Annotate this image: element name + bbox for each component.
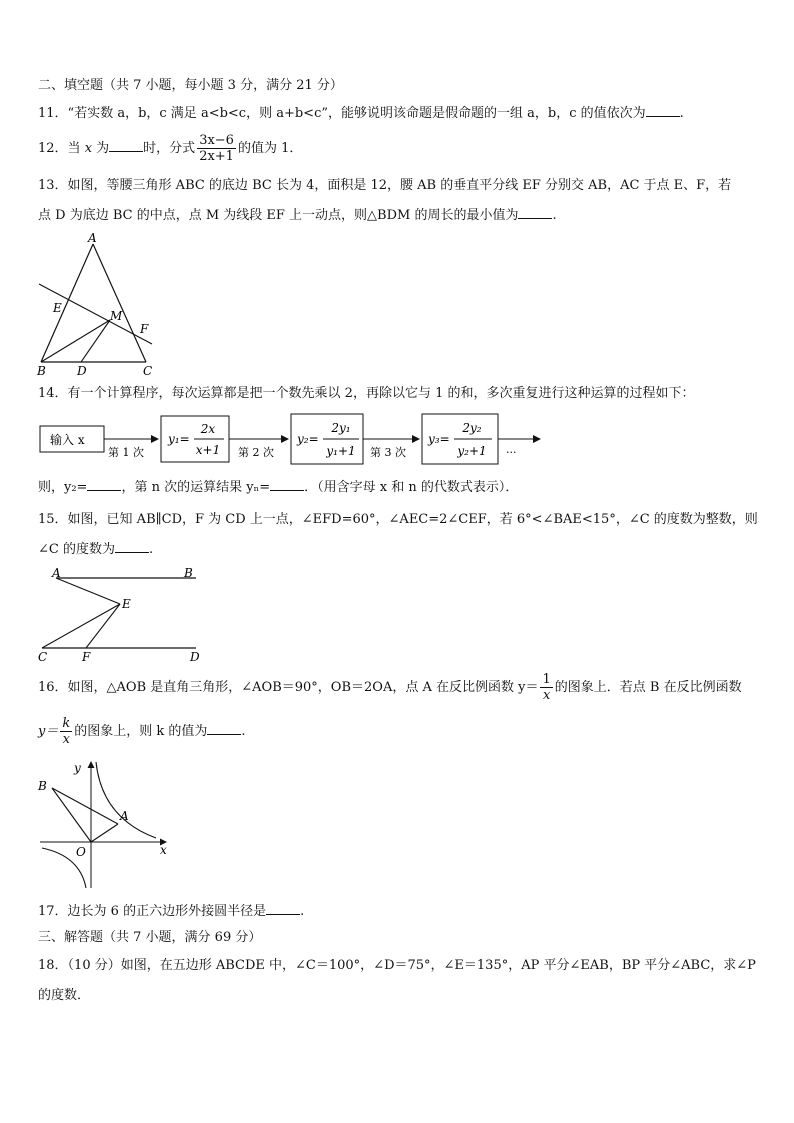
answer-blank [87, 478, 121, 491]
question-12: 12．当 x 为 时，分式 $\frac{3x-6}{2x+1}$ 的值为 1． [38, 133, 303, 164]
label-A: A [88, 232, 97, 245]
flow-diagram [38, 410, 544, 470]
flow-box1-num: 2x [200, 422, 216, 436]
flow-step1: 第 1 次 [108, 446, 144, 459]
label-D: D [77, 364, 87, 377]
label-F: F [82, 650, 91, 664]
label-C: C [38, 650, 48, 664]
flow-box2-den: y₁+1 [326, 444, 356, 458]
flow-box1-den: x+1 [195, 443, 221, 457]
fraction: $\frac{1}{x}$ [542, 672, 551, 703]
answer-blank [109, 139, 143, 152]
triangle-figure [36, 232, 176, 377]
question-16-line2: y＝ $\frac{k}{x}$ 的图象上，则 k 的值为 . [38, 716, 246, 747]
question-13-line1: 13．如图，等腰三角形 ABC 的底边 BC 长为 4，面积是 12，腰 AB 的垂直平分线 EF 分别交 AB，AC 于点 E、F，若 [38, 178, 732, 193]
question-11: 11．“若实数 a，b，c 满足 a<b<c，则 a+b<c”，能够说明该命题是假命题的一组 a，b，c 的值依次为 . [38, 106, 684, 121]
label-x: x [160, 843, 167, 857]
answer-blank [646, 104, 680, 117]
label-D: D [190, 650, 200, 664]
answer-blank [115, 540, 149, 553]
question-15-line2: ∠C 的度数为 . [38, 542, 154, 557]
answer-blank [266, 902, 300, 915]
question-14-line2: 则，y₂= ，第 n 次的运算结果 yₙ= ．（用含字母 x 和 n 的代数式表示）． [38, 480, 519, 495]
question-18-line1: 18．（10 分）如图，在五边形 ABCDE 中，∠C＝100°，∠D＝75°，∠E＝135°，AP 平分∠EAB，BP 平分∠ABC，求∠P [38, 958, 756, 973]
flow-step2: 第 2 次 [238, 446, 274, 459]
label-A: A [120, 809, 129, 823]
question-14-line1: 14．有一个计算程序，每次运算都是把一个数先乘以 2，再除以它与 1 的和，多次重复进行这种运算的过程如下： [38, 386, 695, 401]
flow-box2-num: 2y₁ [331, 421, 351, 435]
label-M: M [110, 309, 123, 323]
flow-box3-den: y₂+1 [457, 444, 487, 458]
flow-box3-num: 2y₂ [462, 421, 482, 435]
question-17: 17．边长为 6 的正六边形外接圆半径是 . [38, 904, 305, 919]
flow-box3-lhs: y₃= [428, 432, 450, 446]
label-C: C [143, 364, 153, 377]
flow-input: 输入 x [50, 433, 85, 447]
label-B: B [37, 364, 46, 377]
label-E: E [53, 301, 62, 315]
answer-blank [270, 478, 304, 491]
fraction: $\frac{3x-6}{2x+1}$ [199, 133, 234, 164]
label-O: O [76, 845, 86, 859]
question-15-line1: 15．如图，已知 AB∥CD，F 为 CD 上一点，∠EFD=60°，∠AEC=2∠CEF，若 6°<∠BAE<15°，∠C 的度数为整数，则 [38, 512, 758, 527]
flow-step3: 第 3 次 [370, 446, 406, 459]
section-3-title: 三、解答题（共 7 小题，满分 69 分） [38, 930, 262, 945]
question-13-line2: 点 D 为底边 BC 的中点，点 M 为线段 EF 上一动点，则△BDM 的周长的最小值为 . [38, 208, 557, 223]
label-E: E [122, 597, 131, 611]
flow-ellipsis: ··· [506, 446, 517, 459]
label-F: F [140, 322, 149, 336]
label-B: B [184, 566, 193, 580]
answer-blank [207, 722, 241, 735]
parallel-lines-figure [36, 564, 206, 664]
section-2-title: 二、填空题（共 7 小题，每小题 3 分，满分 21 分） [38, 78, 343, 93]
flow-box2-lhs: y₂= [297, 432, 319, 446]
question-18-line2: 的度数． [38, 988, 91, 1003]
label-B: B [38, 779, 47, 793]
fraction: $\frac{k}{x}$ [62, 716, 71, 747]
label-A: A [52, 566, 61, 580]
coordinate-figure [36, 758, 171, 893]
question-16-line1: 16．如图，△AOB 是直角三角形，∠AOB＝90°，OB＝2OA，点 A 在反比例函数 y＝ $\frac{1}{x}$ 的图象上．若点 B 在反比例函数 [38, 672, 742, 703]
label-y: y [74, 761, 81, 775]
flow-box1-lhs: y₁= [168, 432, 190, 446]
answer-blank [518, 206, 552, 219]
